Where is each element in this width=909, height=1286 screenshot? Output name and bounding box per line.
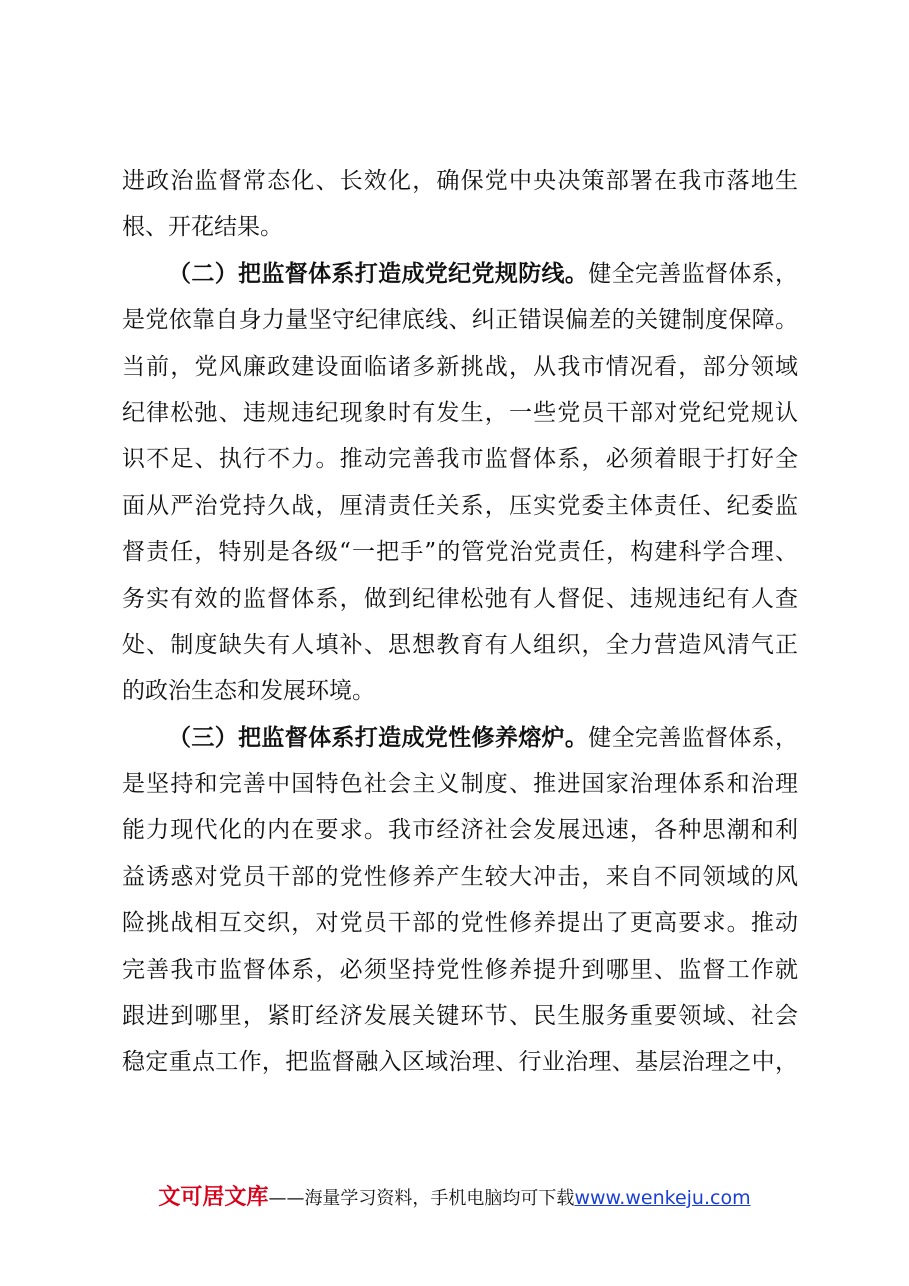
text-line: 纪律松弛、违规违纪现象时有发生，一些党员干部对党纪党规认	[122, 399, 798, 426]
section-2-heading: （二）把监督体系打造成党纪党规防线。	[168, 259, 589, 287]
section-3-heading: （三）把监督体系打造成党性修养熔炉。	[168, 723, 589, 751]
text-line: 险挑战相互交织，对党员干部的党性修养提出了更高要求。推动	[122, 910, 798, 937]
text-line: 务实有效的监督体系，做到纪律松弛有人督促、违规违纪有人查	[122, 585, 798, 612]
footer-banner	[0, 1180, 909, 1211]
section-2-lead: 健全完善监督体系，	[588, 260, 799, 287]
text-line: 进政治监督常态化、长效化，确保党中央决策部署在我市落地生	[122, 168, 798, 194]
text-line: 益诱惑对党员干部的党性修养产生较大冲击，来自不同领域的风	[122, 863, 798, 890]
text-line: 识不足、执行不力。推动完善我市监督体系，必须着眼于打好全	[122, 446, 798, 473]
body-text	[122, 158, 798, 1086]
text-line: 是坚持和完善中国特色社会主义制度、推进国家治理体系和治理	[122, 771, 798, 798]
text-line: 督责任，特别是各级“一把手”的管党治党责任，构建科学合理、	[122, 539, 798, 566]
footer-brand: 文可居文库	[158, 1185, 269, 1210]
text-line: 能力现代化的内在要求。我市经济社会发展迅速，各种思潮和利	[122, 817, 798, 844]
section-2-first-line	[122, 251, 798, 297]
footer-separator: ——	[268, 1188, 305, 1209]
footer-url-link[interactable]: www.wenkeju.com	[574, 1187, 751, 1209]
text-line: 跟进到哪里，紧盯经济发展关键环节、民生服务重要领域、社会	[122, 1003, 798, 1030]
text-line: 的政治生态和发展环境。	[122, 678, 375, 705]
text-line: 面从严治党持久战，厘清责任关系，压实党委主体责任、纪委监	[122, 492, 798, 519]
text-line: 处、制度缺失有人填补、思想教育有人组织，全力营造风清气正	[122, 631, 798, 658]
section-3-first-line	[122, 715, 798, 761]
text-line: 是党依靠自身力量坚守纪律底线、纠正错误偏差的关键制度保障。	[122, 307, 798, 334]
footer-slogan: 海量学习资料，手机电脑均可下载	[304, 1188, 575, 1209]
text-line: 完善我市监督体系，必须坚持党性修养提升到哪里、监督工作就	[122, 956, 798, 983]
text-line: 当前，党风廉政建设面临诸多新挑战，从我市情况看，部分领域	[122, 353, 798, 380]
text-line: 稳定重点工作，把监督融入区域治理、行业治理、基层治理之中，	[122, 1049, 798, 1076]
text-line: 根、开花结果。	[122, 214, 283, 241]
section-3-lead: 健全完善监督体系，	[588, 724, 799, 751]
